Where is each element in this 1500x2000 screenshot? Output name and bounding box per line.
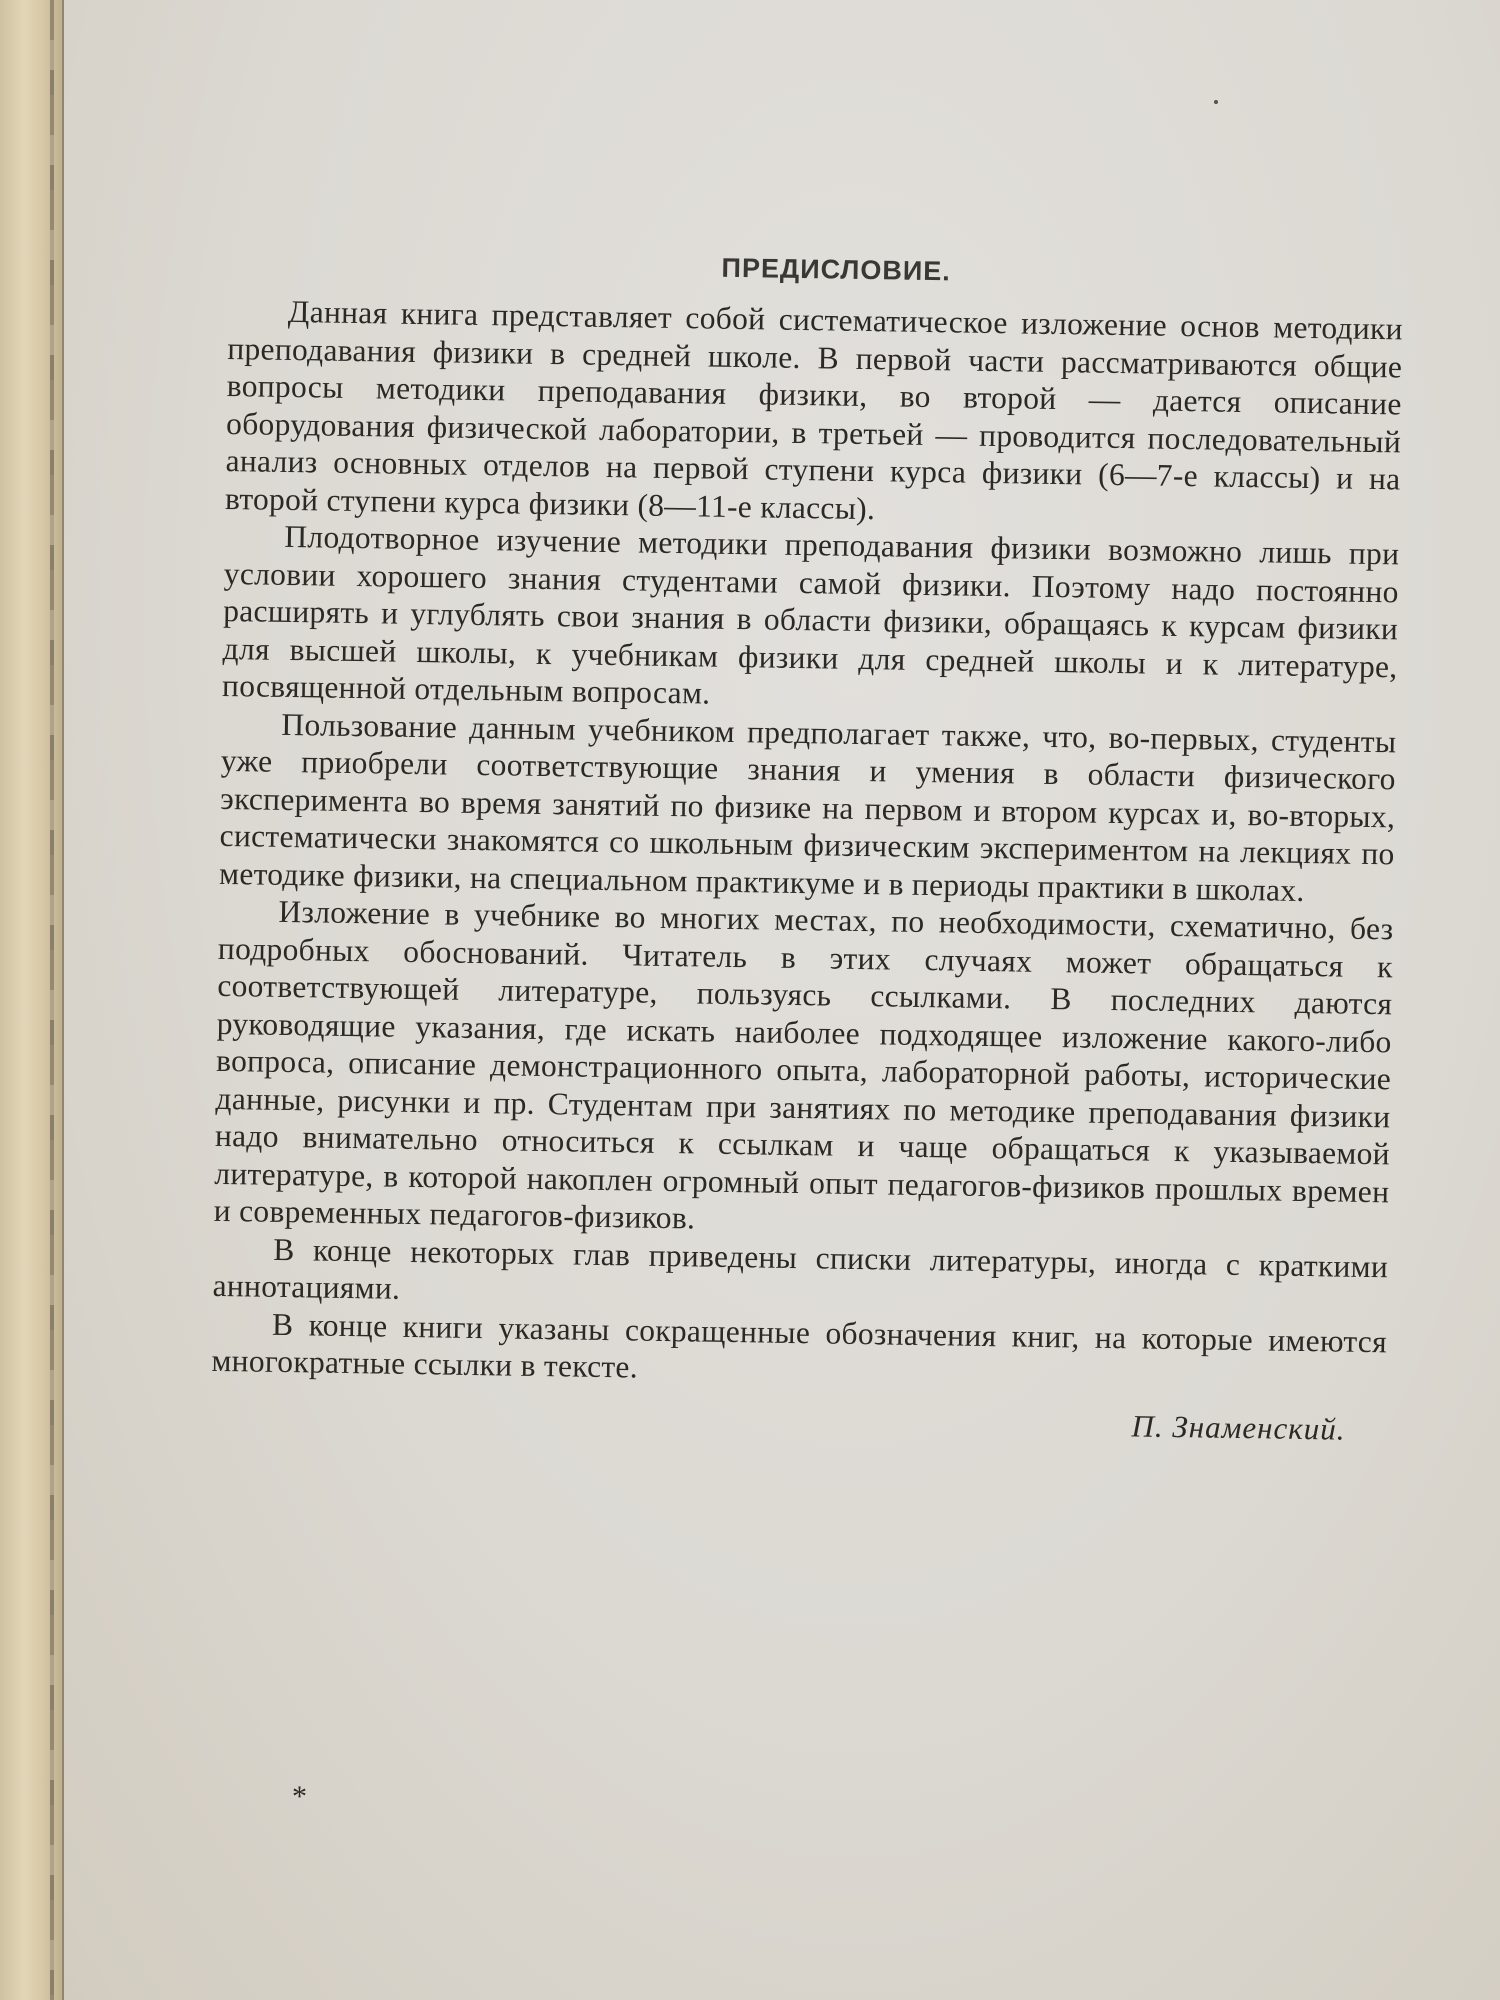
author-signature: П. Знаменский. xyxy=(1131,1407,1346,1447)
book-page xyxy=(64,0,1500,2000)
paragraph-5: В конце некоторых глав приведены списки литературы, иногда с краткими аннотациями. xyxy=(212,1231,1389,1306)
binding-edge xyxy=(50,0,54,2000)
paper-speck xyxy=(1214,100,1218,104)
paragraph-1: Данная книга представляет собой систематическое изложение основ методики преподавания физики в средней школе. В первой части рассматриваются общие вопросы методики преподавания физики, во второй — дается описание оборудования физической лаборатории, в третьей — проводится последовательный анализ основных отделов на первой ступени курса физики (6—7-е классы) и на второй ступени курса физики (8—11-е классы). xyxy=(224,293,1404,526)
paragraph-6: В конце книги указаны сокращенные обозначения книг, на которые имеются многократные ссылки в тексте. xyxy=(211,1306,1388,1385)
book-spine xyxy=(0,0,64,2000)
paragraph-2: Плодотворное изучение методики преподавания физики возможно лишь при условии хорошего знания студентами самой физики. Поэтому надо постоянно расширять и углублять свои знания в области физики, обращаясь к курсам физики для высшей школы, к учебникам физики для средней школы и к литературе, посвященной отдельным вопросам. xyxy=(221,518,1400,711)
footnote-mark: * xyxy=(292,1780,307,1813)
paragraph-4: Изложение в учебнике во многих местах, по необходимости, схематично, без подробных обоснований. Читатель в этих случаях может обращаться к соответствующей литературе, пользуясь ссылками. В последних даются руководящие указания, где искать наиболее подходящее изложение какого-либо вопроса, описание демонстрационного опыта, лабораторной работы, исторические данные, рисунки и пр. Студентам при занятиях по методике преподавания физики надо внимательно относиться к ссылкам и чаще обращаться к указываемой литературе, в которой накоплен огромный опыт педагогов-физиков прошлых времен и современных педагогов-физиков. xyxy=(213,893,1394,1236)
paragraph-3: Пользование данным учебником предполагает также, что, во-первых, студенты уже приобрели соответствующие знания и умения в области физического эксперимента во время занятий по физике на первом и втором курсах и, во-вторых, систематически знакомятся со школьным физическим экспериментом на лекциях по методике физики, на специальном практикуме и в периоды практики в школах. xyxy=(218,706,1397,908)
page-title: ПРЕДИСЛОВИЕ. xyxy=(721,252,952,287)
page-text-block xyxy=(210,245,1403,1448)
